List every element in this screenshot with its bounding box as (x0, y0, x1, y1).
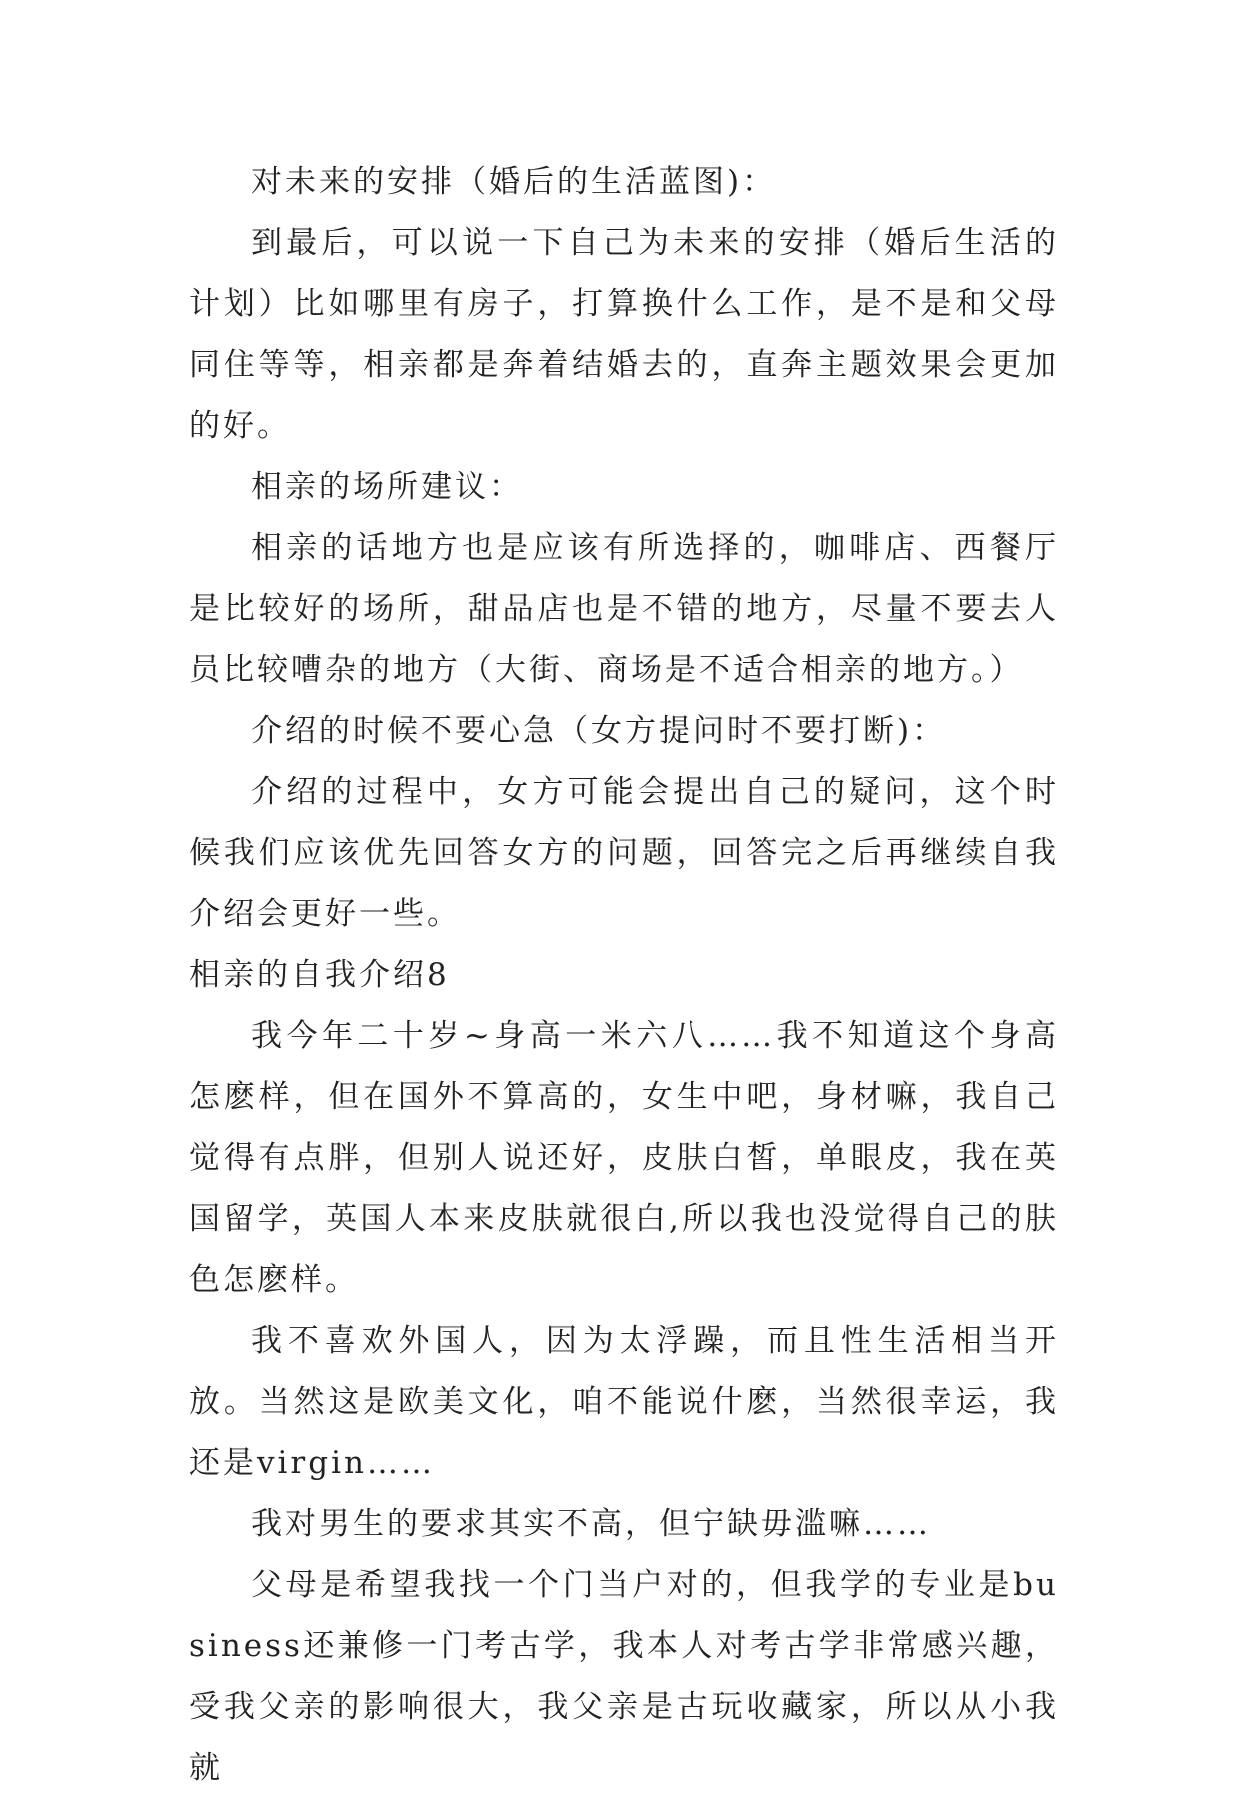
paragraph: 我不喜欢外国人，因为太浮躁，而且性生活相当开放。当然这是欧美文化，咱不能说什麽，当然很幸运，我还是virgin…… (189, 1323, 1059, 1481)
paragraph: 父母是希望我找一个门当户对的，但我学的专业是business还兼修一门考古学，我本人对考古学非常感兴趣，受我父亲的影响很大，我父亲是古玩收藏家，所以从小我就 (189, 1567, 1059, 1786)
paragraph: 对未来的安排（婚后的生活蓝图)： (251, 164, 777, 200)
paragraph: 我对男生的要求其实不高，但宁缺毋滥嘛…… (251, 1506, 931, 1542)
section-heading: 相亲的自我介绍8 (189, 957, 450, 993)
paragraph: 我今年二十岁~身高一米六八……我不知道这个身高怎麽样，但在国外不算高的，女生中吧，身材嘛，我自己觉得有点胖，但别人说还好，皮肤白皙，单眼皮，我在英国留学，英国人本来皮肤就很白,所以我也没觉得自己的肤色怎麽样。 (189, 1018, 1059, 1298)
paragraph: 到最后，可以说一下自己为未来的安排（婚后生活的计划）比如哪里有房子，打算换什么工作，是不是和父母同住等等，相亲都是奔着结婚去的，直奔主题效果会更加的好。 (189, 225, 1059, 444)
document-body (189, 152, 1059, 1799)
paragraph: 相亲的话地方也是应该有所选择的，咖啡店、西餐厅是比较好的场所，甜品店也是不错的地方，尽量不要去人员比较嘈杂的地方（大街、商场是不适合相亲的地方。） (189, 530, 1059, 688)
paragraph: 相亲的场所建议： (251, 469, 523, 505)
paragraph: 介绍的时候不要心急（女方提问时不要打断)： (251, 713, 947, 749)
paragraph: 介绍的过程中，女方可能会提出自己的疑问，这个时候我们应该优先回答女方的问题，回答完之后再继续自我介绍会更好一些。 (189, 774, 1059, 932)
